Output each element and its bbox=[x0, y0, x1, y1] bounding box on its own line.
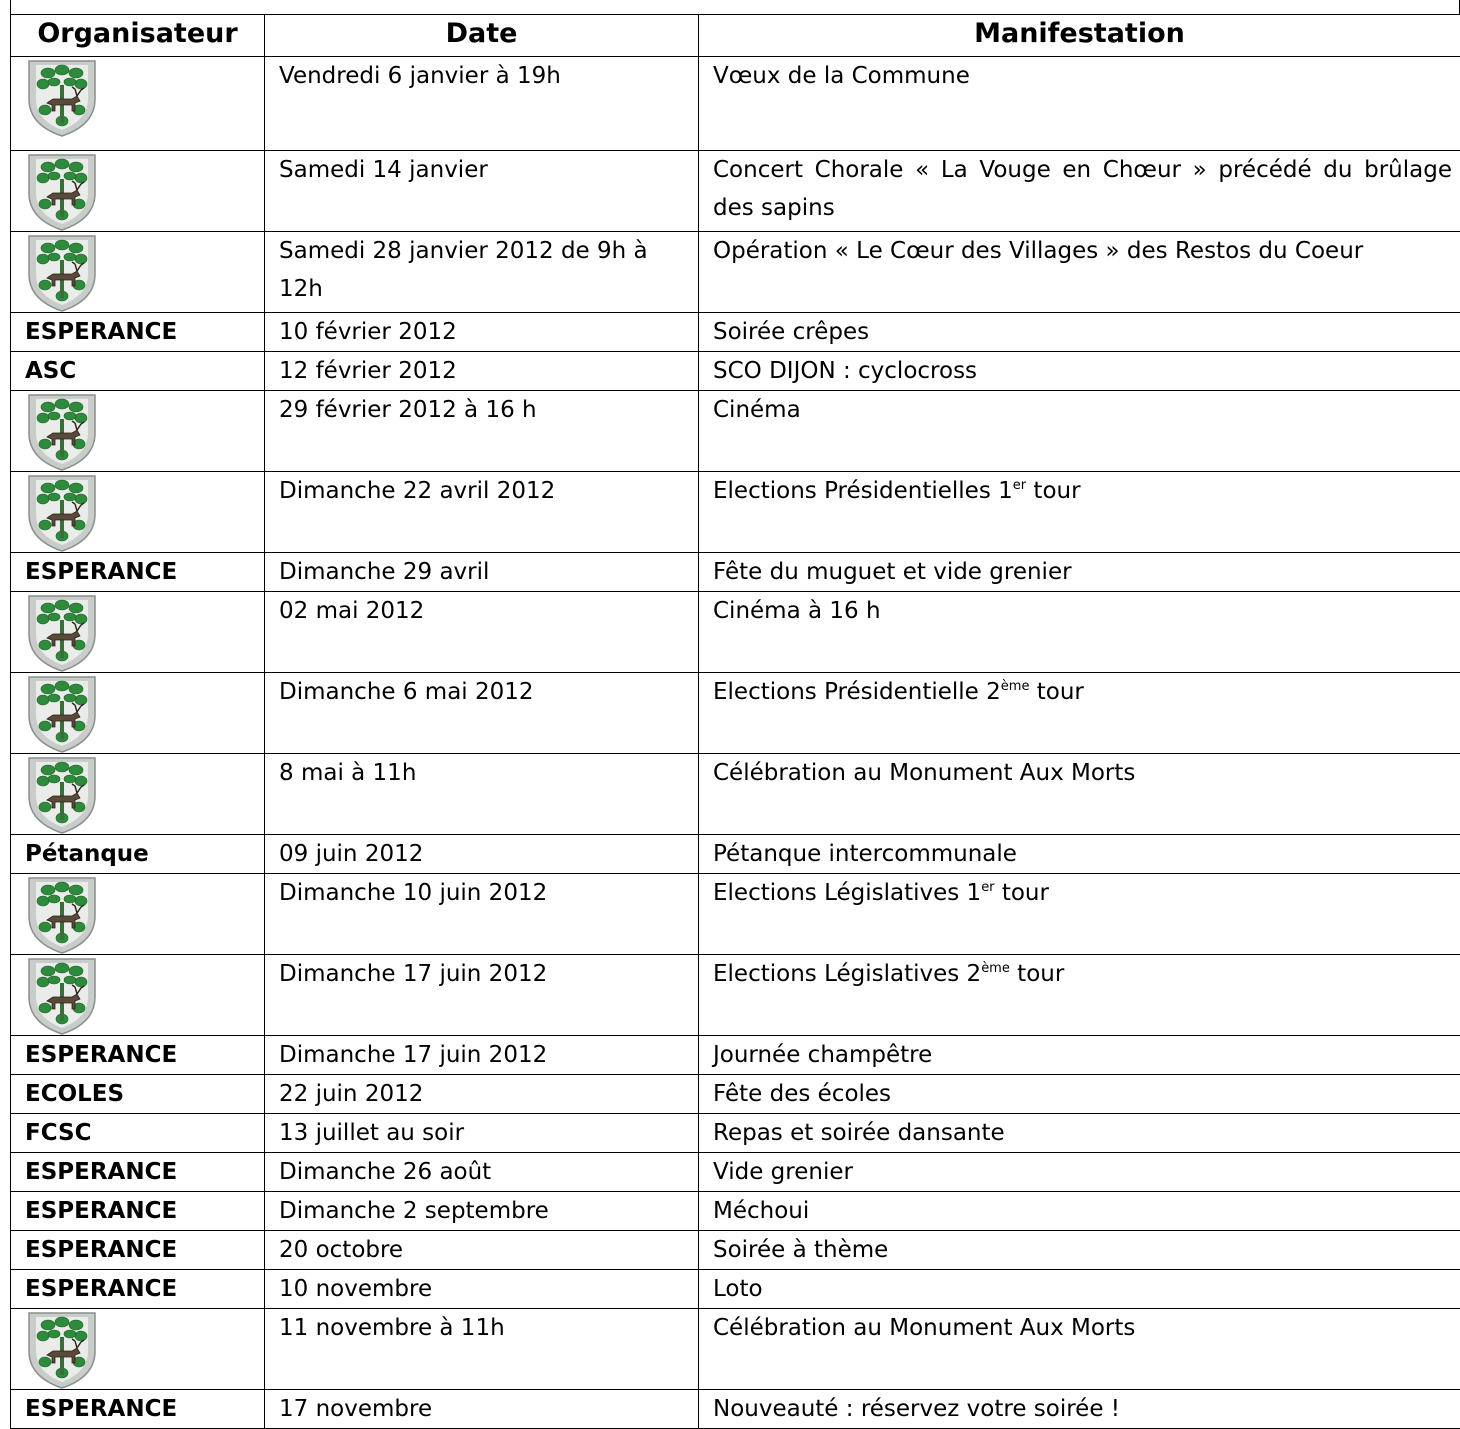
date-cell: Dimanche 17 juin 2012 bbox=[265, 1036, 699, 1075]
coat-of-arms-icon bbox=[25, 153, 99, 231]
date-cell: Dimanche 26 août bbox=[265, 1153, 699, 1192]
table-row bbox=[11, 955, 1460, 1036]
table-row bbox=[11, 754, 1460, 835]
organisateur-cell: ESPERANCE bbox=[11, 1153, 265, 1192]
manifestation-text: Elections Législatives 2 bbox=[713, 961, 981, 987]
table-row bbox=[11, 673, 1460, 754]
date-cell: Dimanche 22 avril 2012 bbox=[265, 472, 699, 553]
table-row bbox=[11, 1192, 1460, 1231]
table-row bbox=[11, 313, 1460, 352]
manifestation-cell bbox=[699, 472, 1460, 553]
date-cell: 20 octobre bbox=[265, 1231, 699, 1270]
date-cell: 8 mai à 11h bbox=[265, 754, 699, 835]
organisateur-cell bbox=[11, 472, 265, 553]
table-row bbox=[11, 1153, 1460, 1192]
manifestation-cell: Cinéma à 16 h bbox=[699, 592, 1460, 673]
manifestation-cell: Concert Chorale « La Vouge en Chœur » précédé du brûlage des sapins bbox=[699, 151, 1460, 232]
page-top-border bbox=[10, 0, 1460, 14]
table-row bbox=[11, 1036, 1460, 1075]
manifestation-text-end: tour bbox=[1010, 961, 1064, 987]
manifestation-cell: Célébration au Monument Aux Morts bbox=[699, 1309, 1460, 1390]
date-cell: 11 novembre à 11h bbox=[265, 1309, 699, 1390]
organisateur-cell: FCSC bbox=[11, 1114, 265, 1153]
organisateur-cell bbox=[11, 151, 265, 232]
coat-of-arms-icon bbox=[25, 474, 99, 552]
manifestation-cell: Pétanque intercommunale bbox=[699, 835, 1460, 874]
organisateur-cell: ASC bbox=[11, 352, 265, 391]
manifestation-cell: Soirée crêpes bbox=[699, 313, 1460, 352]
date-cell: Dimanche 29 avril bbox=[265, 553, 699, 592]
manifestation-cell bbox=[699, 955, 1460, 1036]
organisateur-cell: ESPERANCE bbox=[11, 313, 265, 352]
date-cell: 10 février 2012 bbox=[265, 313, 699, 352]
header-date: Date bbox=[265, 15, 699, 57]
manifestation-cell bbox=[699, 874, 1460, 955]
coat-of-arms-icon bbox=[25, 957, 99, 1035]
manifestation-text: Elections Présidentielle 2 bbox=[713, 679, 1001, 705]
organisateur-cell: ECOLES bbox=[11, 1075, 265, 1114]
table-row bbox=[11, 874, 1460, 955]
table-row bbox=[11, 592, 1460, 673]
manifestation-cell: Méchoui bbox=[699, 1192, 1460, 1231]
manifestation-cell: Repas et soirée dansante bbox=[699, 1114, 1460, 1153]
table-row bbox=[11, 835, 1460, 874]
date-cell: Samedi 14 janvier bbox=[265, 151, 699, 232]
manifestation-cell: Opération « Le Cœur des Villages » des Restos du Coeur bbox=[699, 232, 1460, 313]
manifestation-text: Elections Législatives 1 bbox=[713, 880, 981, 906]
table-row bbox=[11, 1309, 1460, 1390]
manifestation-text-end: tour bbox=[1029, 679, 1083, 705]
organisateur-cell bbox=[11, 955, 265, 1036]
manifestation-text-end: tour bbox=[995, 880, 1049, 906]
manifestation-cell: Nouveauté : réservez votre soirée ! bbox=[699, 1390, 1460, 1429]
table-body bbox=[11, 57, 1460, 1429]
manifestation-cell: Vœux de la Commune bbox=[699, 57, 1460, 151]
date-cell: 10 novembre bbox=[265, 1270, 699, 1309]
table-row bbox=[11, 1231, 1460, 1270]
date-cell: 02 mai 2012 bbox=[265, 592, 699, 673]
manifestation-cell: Fête des écoles bbox=[699, 1075, 1460, 1114]
table-row bbox=[11, 1114, 1460, 1153]
date-cell: Dimanche 17 juin 2012 bbox=[265, 955, 699, 1036]
table-row bbox=[11, 1075, 1460, 1114]
organisateur-cell bbox=[11, 592, 265, 673]
coat-of-arms-icon bbox=[25, 675, 99, 753]
table-row bbox=[11, 1270, 1460, 1309]
ordinal-suffix: er bbox=[1013, 478, 1026, 493]
organisateur-cell: ESPERANCE bbox=[11, 1270, 265, 1309]
header-organisateur: Organisateur bbox=[11, 15, 265, 57]
manifestation-cell: Loto bbox=[699, 1270, 1460, 1309]
date-cell: Vendredi 6 janvier à 19h bbox=[265, 57, 699, 151]
organisateur-cell: ESPERANCE bbox=[11, 1036, 265, 1075]
manifestation-cell: Célébration au Monument Aux Morts bbox=[699, 754, 1460, 835]
manifestation-cell: Vide grenier bbox=[699, 1153, 1460, 1192]
manifestation-cell: Cinéma bbox=[699, 391, 1460, 472]
organisateur-cell: ESPERANCE bbox=[11, 1231, 265, 1270]
table-row bbox=[11, 391, 1460, 472]
organisateur-cell: ESPERANCE bbox=[11, 1192, 265, 1231]
date-cell: Dimanche 10 juin 2012 bbox=[265, 874, 699, 955]
coat-of-arms-icon bbox=[25, 876, 99, 954]
date-cell: 29 février 2012 à 16 h bbox=[265, 391, 699, 472]
table-header-row bbox=[11, 15, 1460, 57]
table-row bbox=[11, 352, 1460, 391]
manifestation-cell: SCO DIJON : cyclocross bbox=[699, 352, 1460, 391]
ordinal-suffix: er bbox=[981, 880, 994, 895]
coat-of-arms-icon bbox=[25, 594, 99, 672]
organisateur-cell bbox=[11, 673, 265, 754]
organisateur-cell bbox=[11, 754, 265, 835]
organisateur-cell bbox=[11, 232, 265, 313]
date-cell: 12 février 2012 bbox=[265, 352, 699, 391]
organisateur-cell: Pétanque bbox=[11, 835, 265, 874]
organisateur-cell bbox=[11, 391, 265, 472]
table-row bbox=[11, 472, 1460, 553]
coat-of-arms-icon bbox=[25, 59, 99, 137]
organisateur-cell bbox=[11, 57, 265, 151]
manifestation-cell: Fête du muguet et vide grenier bbox=[699, 553, 1460, 592]
date-cell: 09 juin 2012 bbox=[265, 835, 699, 874]
organisateur-cell bbox=[11, 874, 265, 955]
manifestation-cell: Soirée à thème bbox=[699, 1231, 1460, 1270]
coat-of-arms-icon bbox=[25, 756, 99, 834]
organisateur-cell bbox=[11, 1309, 265, 1390]
date-cell: 13 juillet au soir bbox=[265, 1114, 699, 1153]
date-cell: Dimanche 6 mai 2012 bbox=[265, 673, 699, 754]
ordinal-suffix: ème bbox=[981, 961, 1010, 976]
manifestation-text: Elections Présidentielles 1 bbox=[713, 478, 1013, 504]
date-cell: 17 novembre bbox=[265, 1390, 699, 1429]
date-cell: Dimanche 2 septembre bbox=[265, 1192, 699, 1231]
manifestation-text-end: tour bbox=[1026, 478, 1080, 504]
coat-of-arms-icon bbox=[25, 234, 99, 312]
organisateur-cell: ESPERANCE bbox=[11, 1390, 265, 1429]
ordinal-suffix: ème bbox=[1001, 679, 1030, 694]
events-calendar-table bbox=[10, 14, 1460, 1429]
date-cell: Samedi 28 janvier 2012 de 9h à 12h bbox=[265, 232, 699, 313]
organisateur-cell: ESPERANCE bbox=[11, 553, 265, 592]
table-row bbox=[11, 1390, 1460, 1429]
table-row bbox=[11, 151, 1460, 232]
manifestation-cell bbox=[699, 673, 1460, 754]
table-row bbox=[11, 553, 1460, 592]
date-cell: 22 juin 2012 bbox=[265, 1075, 699, 1114]
table-row bbox=[11, 57, 1460, 151]
header-manifestation: Manifestation bbox=[699, 15, 1460, 57]
coat-of-arms-icon bbox=[25, 393, 99, 471]
manifestation-cell: Journée champêtre bbox=[699, 1036, 1460, 1075]
coat-of-arms-icon bbox=[25, 1311, 99, 1389]
table-row bbox=[11, 232, 1460, 313]
